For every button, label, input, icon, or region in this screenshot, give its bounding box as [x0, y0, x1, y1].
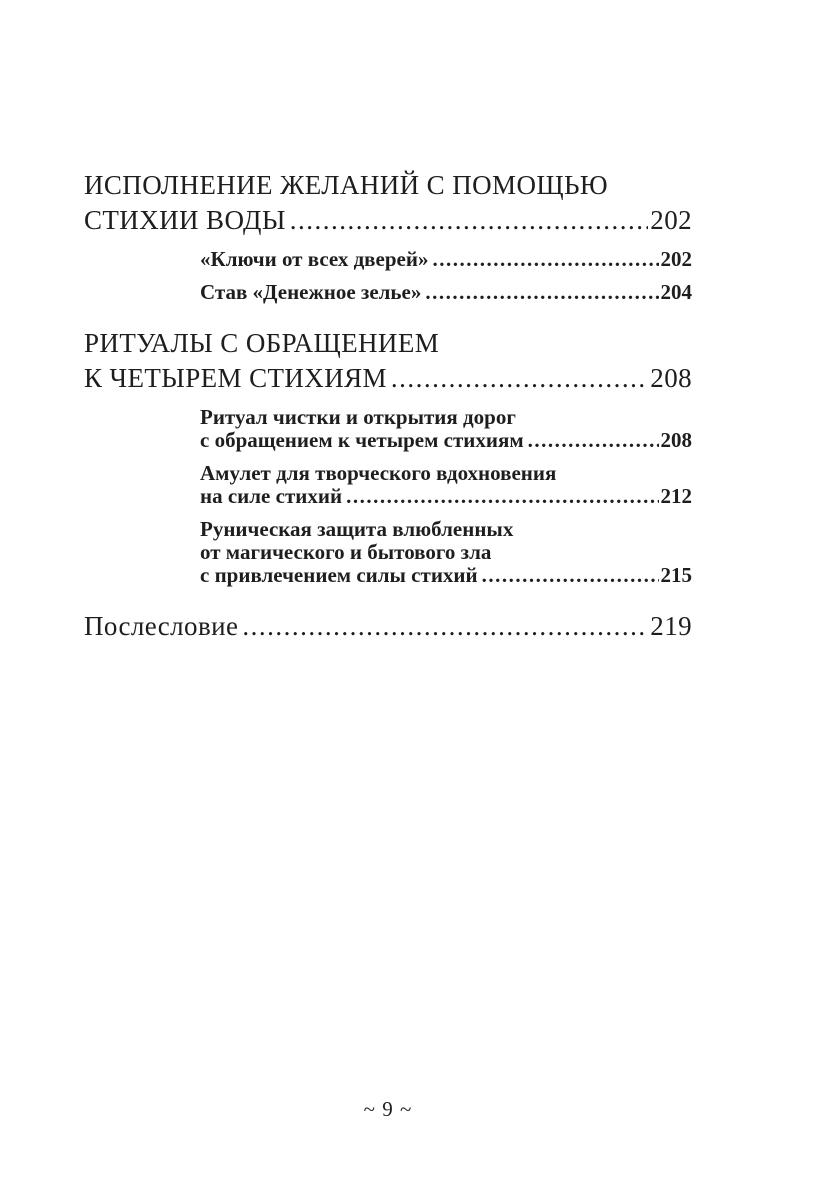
toc-page-number: 208 — [650, 363, 692, 393]
toc-entry — [84, 248, 692, 271]
toc-entry-line — [200, 541, 692, 564]
toc-entry — [84, 406, 692, 452]
toc-entry-text: от магического и бытового зла — [200, 540, 492, 564]
toc-entry-line — [200, 462, 692, 485]
toc-entry-text: РИТУАЛЫ С ОБРАЩЕНИЕМ — [84, 328, 440, 358]
dot-leader — [242, 609, 648, 644]
toc-entry-line — [200, 248, 692, 271]
toc-entry — [84, 281, 692, 304]
toc-page-number: 202 — [660, 247, 692, 271]
dot-leader — [425, 281, 658, 304]
toc-entry-text: Ритуал чистки и открытия дорог — [200, 405, 516, 429]
toc-entry-line — [84, 168, 692, 203]
toc-entry-text: К ЧЕТЫРЕМ СТИХИЯМ — [84, 363, 387, 393]
dot-leader — [290, 203, 649, 238]
toc-page-number: 219 — [650, 611, 692, 641]
toc-entry-text: Амулет для творческого вдохновения — [200, 461, 557, 485]
toc-page-number: 204 — [660, 280, 692, 304]
toc-entry — [84, 462, 692, 508]
toc-entry-line — [200, 485, 692, 508]
toc-entry-text: Руническая защита влюбленных — [200, 517, 514, 541]
toc-entry-line — [84, 203, 692, 238]
table-of-contents — [84, 168, 692, 644]
toc-entry — [84, 168, 692, 238]
toc-entry-line — [200, 564, 692, 587]
toc-entry-text: на силе стихий — [200, 484, 343, 508]
toc-entry-line — [200, 429, 692, 452]
toc-page-number: 208 — [660, 428, 692, 452]
toc-entry-text: с обращением к четырем стихиям — [200, 428, 524, 452]
toc-entry-line — [200, 518, 692, 541]
toc-entry-line — [200, 281, 692, 304]
toc-entry — [84, 609, 692, 644]
toc-entry — [84, 518, 692, 587]
dot-leader — [528, 429, 659, 452]
toc-page-number: 212 — [660, 484, 692, 508]
dot-leader — [346, 485, 658, 508]
toc-entry-text: ИСПОЛНЕНИЕ ЖЕЛАНИЙ С ПОМОЩЬЮ — [84, 170, 609, 200]
page-number: ~ 9 ~ — [363, 1097, 413, 1121]
toc-entry — [84, 326, 692, 396]
toc-entry-line — [84, 609, 692, 644]
toc-entry-text: СТИХИИ ВОДЫ — [84, 205, 286, 235]
dot-leader — [391, 361, 648, 396]
toc-entry-line — [200, 406, 692, 429]
toc-entry-text: «Ключи от всех дверей» — [200, 247, 429, 271]
toc-entry-text: Послесловие — [84, 611, 239, 641]
toc-page-number: 215 — [660, 563, 692, 587]
toc-entry-text: с привлечением силы стихий — [200, 563, 478, 587]
toc-entry-line — [84, 326, 692, 361]
dot-leader — [432, 248, 658, 271]
toc-entry-line — [84, 361, 692, 396]
toc-page-number: 202 — [650, 205, 692, 235]
toc-entry-text: Став «Денежное зелье» — [200, 280, 422, 304]
dot-leader — [482, 564, 659, 587]
